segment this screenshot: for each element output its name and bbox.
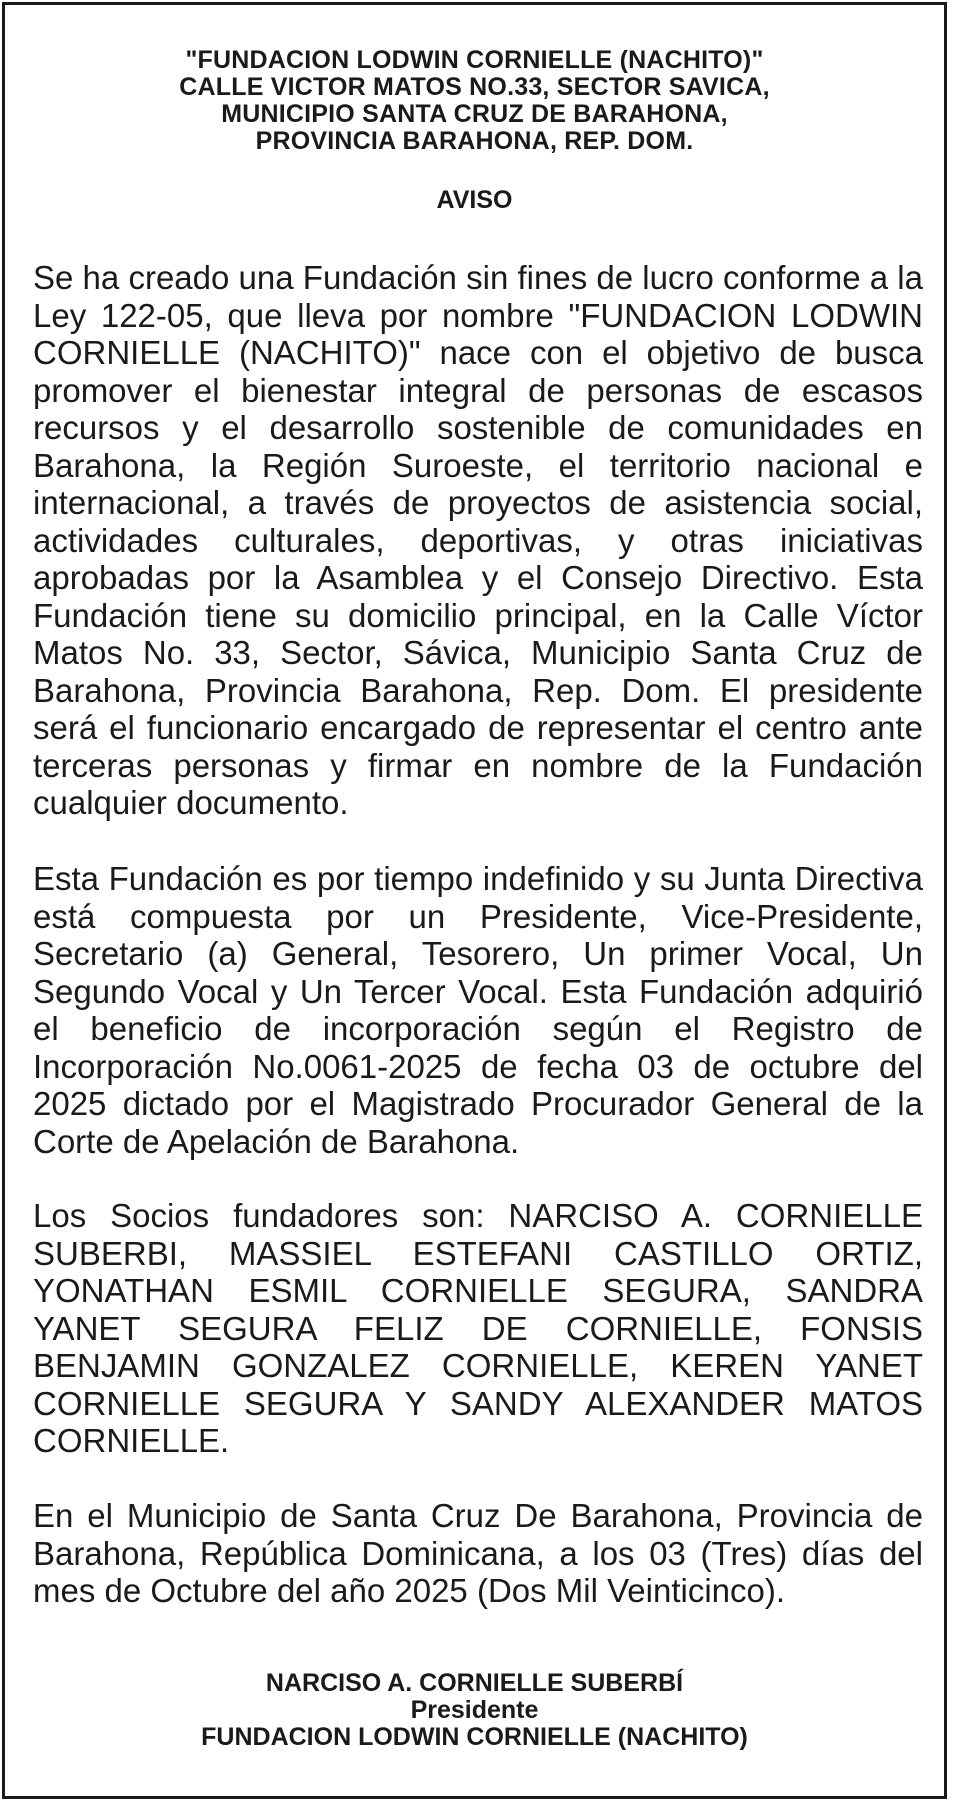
paragraph-board-composition: Esta Fundación es por tiempo indefinido y su Junta Directiva está compuesta por un Presidente, Vice-Presidente, Secretario (a) General, Tesorero, Un primer Vocal, Un Segundo Vocal y Un Tercer Vocal. Esta Fundación adquirió el beneficio de incorporación según el Registro de Incorporación No.0061-2025 de fecha 03 de octubre del 2025 dictado por el Magistrado Procurador General de la Corte de Apelación de Barahona. xyxy=(33,860,923,1160)
header-address-municipality: MUNICIPIO SANTA CRUZ DE BARAHONA, xyxy=(221,100,728,128)
signatory-name: NARCISO A. CORNIELLE SUBERBÍ xyxy=(265,1669,684,1697)
header-address-street: CALLE VICTOR MATOS NO.33, SECTOR SAVICA, xyxy=(179,73,770,101)
header-address-province: PROVINCIA BARAHONA, REP. DOM. xyxy=(255,127,694,155)
paragraph-date-place: En el Municipio de Santa Cruz De Barahona, Provincia de Barahona, República Dominicana, a los 03 (Tres) días del mes de Octubre del año 2025 (Dos Mil Veinticinco). xyxy=(33,1497,923,1609)
notice-title: AVISO xyxy=(436,186,513,214)
paragraph-foundation-purpose: Se ha creado una Fundación sin fines de lucro conforme a la Ley 122-05, que lleva por nombre "FUNDACION LODWIN CORNIELLE (NACHITO)" nace con el objetivo de busca promover el bienestar integral de personas de escasos recursos y el desarrollo sostenible de comunidades en Barahona, la Región Suroeste, el territorio nacional e internacional, a través de proyectos de asistencia social, actividades culturales, deportivas, y otras iniciativas aprobadas por la Asamblea y el Consejo Directivo. Esta Fundación tiene su domicilio principal, en la Calle Víctor Matos No. 33, Sector, Sávica, Municipio Santa Cruz de Barahona, Provincia Barahona, Rep. Dom. El presidente será el funcionario encargado de representar el centro ante terceras personas y firmar en nombre de la Fundación cualquier documento. xyxy=(33,259,923,821)
legal-notice xyxy=(2,2,947,1799)
notice-header xyxy=(5,47,944,155)
signatory-role: Presidente xyxy=(410,1696,539,1724)
signature-block xyxy=(5,1670,944,1751)
signatory-organization: FUNDACION LODWIN CORNIELLE (NACHITO) xyxy=(201,1723,748,1751)
header-foundation-name: "FUNDACION LODWIN CORNIELLE (NACHITO)" xyxy=(185,46,764,74)
paragraph-founding-members: Los Socios fundadores son: NARCISO A. CORNIELLE SUBERBI, MASSIEL ESTEFANI CASTILLO ORTIZ, YONATHAN ESMIL CORNIELLE SEGURA, SANDRA YANET SEGURA FELIZ DE CORNIELLE, FONSIS BENJAMIN GONZALEZ CORNIELLE, KEREN YANET CORNIELLE SEGURA Y SANDY ALEXANDER MATOS CORNIELLE. xyxy=(33,1197,923,1459)
